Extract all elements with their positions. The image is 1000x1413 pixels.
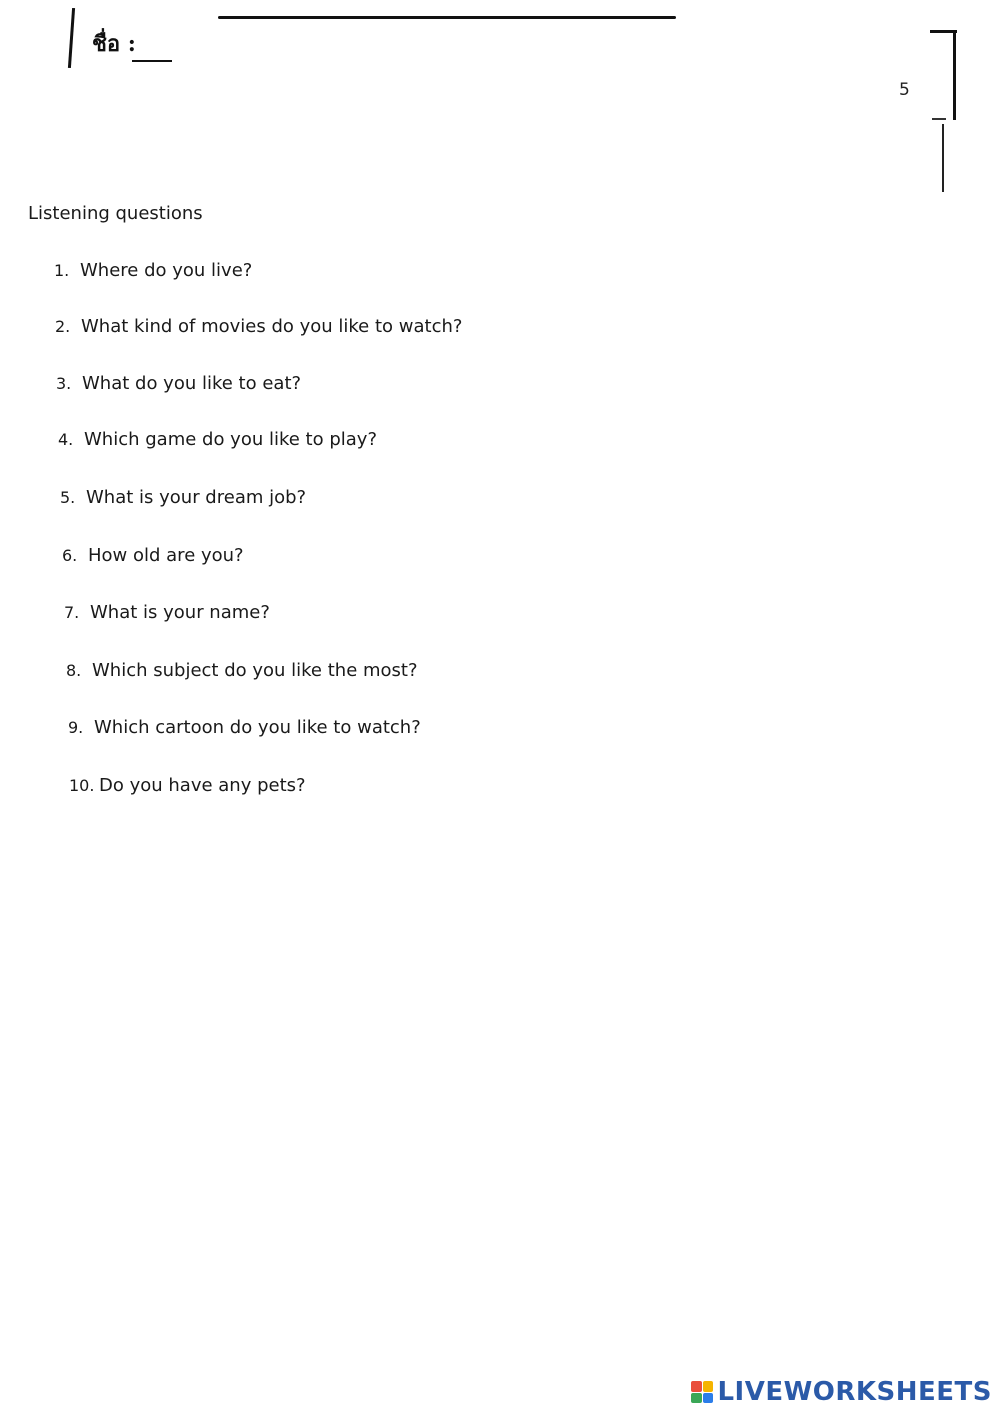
left-bracket-mark [68,8,75,68]
question-text: What do you like to eat? [82,373,302,394]
question-item [69,775,306,796]
question-text: How old are you? [88,545,244,566]
question-text: Which subject do you like the most? [92,660,418,681]
liveworksheets-logo-icon [691,1381,713,1403]
section-title: Listening questions [28,203,203,224]
question-text: Which cartoon do you like to watch? [94,717,421,738]
question-item [60,487,306,508]
liveworksheets-brand [691,1377,992,1407]
question-number: 10. [69,776,95,795]
question-item [55,316,462,337]
question-text: What is your name? [90,602,270,623]
top-rule-line [218,16,676,19]
question-item [54,260,252,281]
name-blank-line [132,60,172,62]
brand-name: LIVEWORKSHEETS [717,1377,992,1407]
question-number: 1. [54,261,70,280]
question-text: Which game do you like to play? [84,429,378,450]
right-bracket-lower [942,124,944,192]
question-item [68,717,421,738]
question-number: 2. [55,317,71,336]
question-item [58,429,377,450]
question-text: Do you have any pets? [99,775,306,796]
question-item [62,545,244,566]
question-item [64,602,270,623]
question-number: 4. [58,430,74,449]
right-bracket-side [953,30,956,120]
question-number: 6. [62,546,78,565]
question-number: 9. [68,718,84,737]
right-bracket-tick [932,118,946,120]
page-number: 5 [899,80,910,100]
question-item [56,373,301,394]
name-label: ชื่อ : [92,31,136,57]
question-text: Where do you live? [80,260,253,281]
question-number: 8. [66,661,82,680]
question-number: 3. [56,374,72,393]
question-text: What kind of movies do you like to watch? [81,316,463,337]
question-text: What is your dream job? [86,487,307,508]
question-number: 7. [64,603,80,622]
question-number: 5. [60,488,76,507]
question-item [66,660,418,681]
